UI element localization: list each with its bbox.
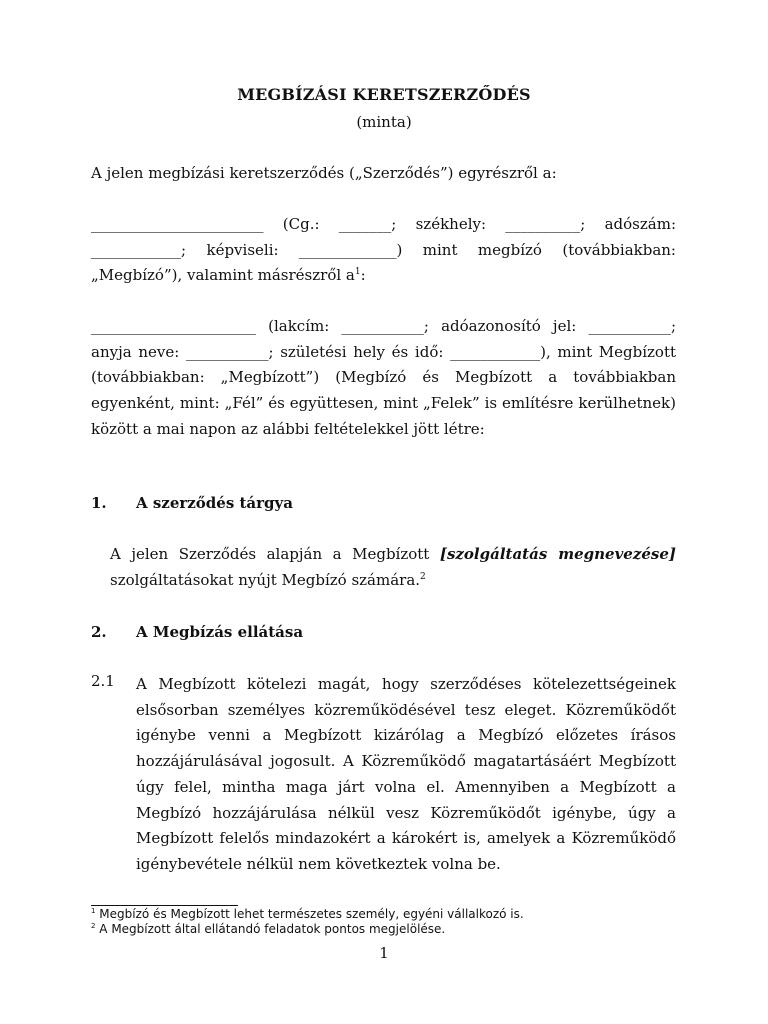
party-one-paragraph xyxy=(91,212,676,289)
section-1-heading: A szerződés tárgya xyxy=(136,494,293,512)
party-two-paragraph: ______________________ (lakcím: ___________; adóazonosító jel: ___________; anyja neve: ___________; születési hely és idő: ____________), mint Megbízott (továbbiakban: „Megbízott”) (Megbízó és Megbízott a továbbiakban egyenként, mint: „Fél” és együttesen, mint „Felek” is említésre kerülhetnek) között a mai napon az alábbi feltételekkel jött létre: xyxy=(91,317,676,438)
footnote-2-text: A Megbízott által ellátandó feladatok pontos megjelölése. xyxy=(99,922,446,936)
section-2-number: 2. xyxy=(91,623,107,641)
footnote-2-ref: 2 xyxy=(91,922,96,930)
footnote-1-ref: 1 xyxy=(91,907,96,915)
section-1-number: 1. xyxy=(91,494,107,512)
footnote-2 xyxy=(91,922,445,936)
clause-2-1-number: 2.1 xyxy=(91,672,115,690)
footnote-1 xyxy=(91,907,524,921)
party-one-end: : xyxy=(360,266,366,285)
party-one-text: _______________________ (Cg.: _______; székhely: __________; adószám: ____________; képviseli: _____________) mint megbízó (továbbiakban: „Megbízó”), valamint másrészről a xyxy=(91,215,676,285)
page-number: 1 xyxy=(379,944,389,962)
service-name-placeholder: [szolgáltatás megnevezése] xyxy=(439,545,676,563)
footnote-1-text: Megbízó és Megbízott lehet természetes személy, egyéni vállalkozó is. xyxy=(99,907,524,921)
document-title: MEGBÍZÁSI KERETSZERZŐDÉS xyxy=(237,85,531,104)
clause-2-1-text: A Megbízott kötelezi magát, hogy szerződéses kötelezettségeinek elsősorban személyes közreműködésével tesz eleget. Közreműködőt igénybe venni a Megbízott kizárólag a Megbízó előzetes írásos hozzájárulásával jogosult. A Közreműködő magatartásáért Megbízott úgy felel, mintha maga járt volna el. Amennyiben a Megbízott a Megbízó hozzájárulása nélkül vesz Közreműködőt igénybe, úgy a Megbízott felelős mindazokért a károkért is, amelyek a Közreműködő igénybevétele nélkül nem következtek volna be. xyxy=(136,675,676,873)
footnote-ref-2: 2 xyxy=(420,571,426,582)
document-subtitle: (minta) xyxy=(356,113,412,131)
section-1-text-after: szolgáltatásokat nyújt Megbízó számára. xyxy=(110,570,421,589)
intro-paragraph: A jelen megbízási keretszerződés („Szerződés”) egyrészről a: xyxy=(91,164,557,182)
section-1-paragraph xyxy=(110,542,676,593)
footnote-separator xyxy=(91,905,238,906)
footnote-ref-1: 1 xyxy=(354,267,361,278)
section-2-heading: A Megbízás ellátása xyxy=(136,623,304,641)
section-1-text-before: A jelen Szerződés alapján a Megbízott xyxy=(110,545,440,563)
